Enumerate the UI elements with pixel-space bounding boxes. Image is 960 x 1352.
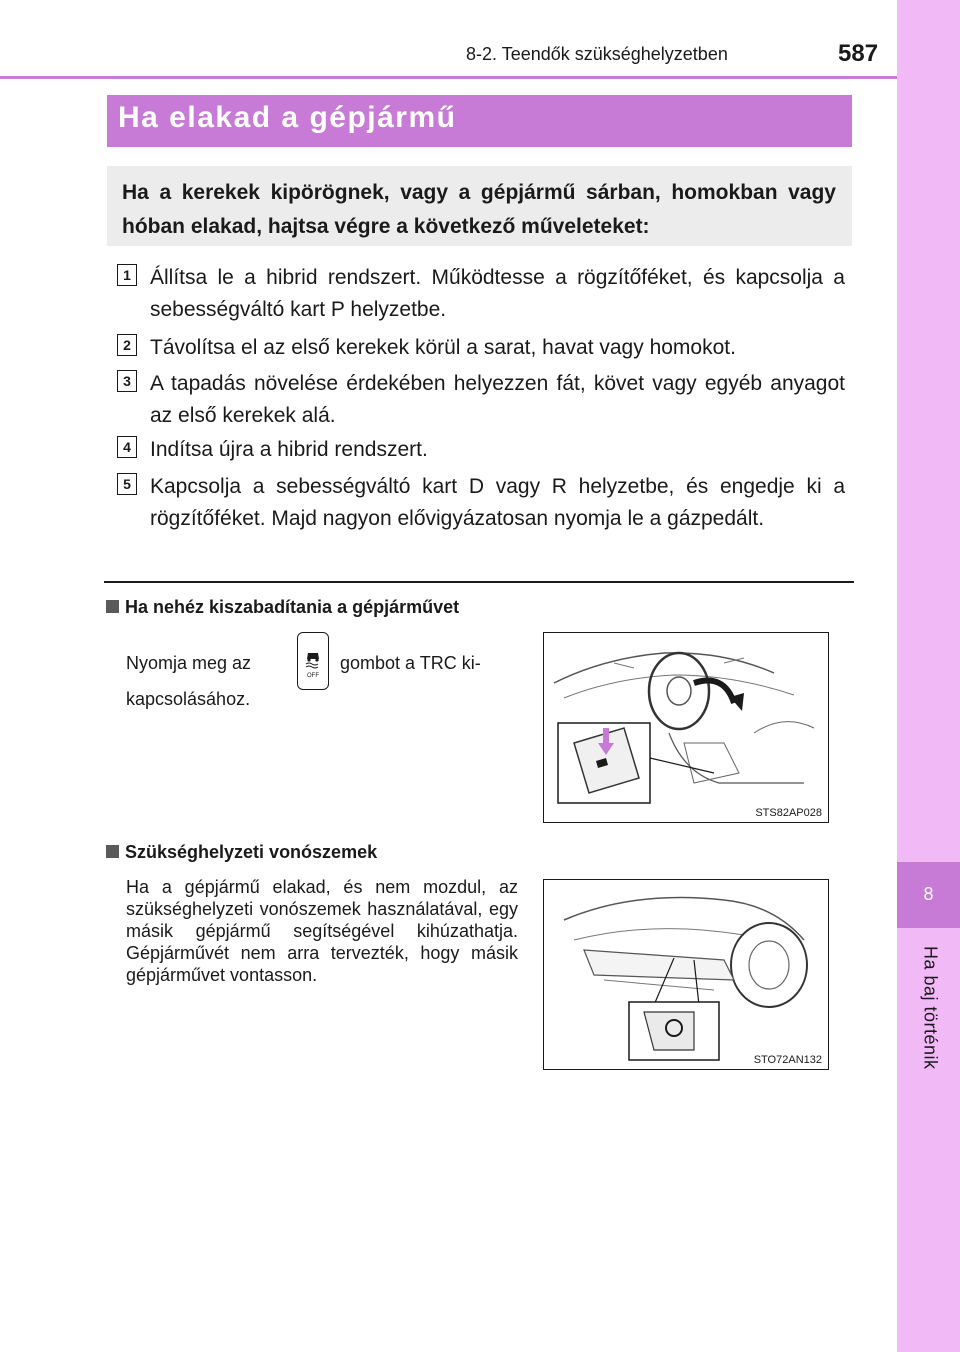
chapter-sidebar bbox=[897, 0, 960, 1352]
subsection-heading-text: Ha nehéz kiszabadítania a gépjárművet bbox=[125, 597, 460, 617]
section-divider bbox=[104, 581, 854, 583]
trc-off-button-icon bbox=[297, 632, 329, 690]
chapter-title: Ha baj történik bbox=[920, 946, 941, 1070]
trc-off-label: OFF bbox=[307, 673, 319, 679]
section-title: Ha elakad a gépjármű bbox=[118, 101, 457, 134]
subsection-heading bbox=[106, 597, 459, 618]
figure-trc-button-location bbox=[543, 632, 829, 823]
trc-instruction-text-start: Nyomja meg az bbox=[126, 653, 252, 673]
step-text: Kapcsolja a sebességváltó kart D vagy R helyzetbe, és engedje ki a rögzítőféket. Majd nagyon elővigyázatosan nyomja le a gázpedált. bbox=[150, 475, 845, 530]
intro-text: Ha a kerekek kipörögnek, vagy a gépjármű sárban, homokban vagy hóban elakad, hajtsa végre a következő műveleteket: bbox=[122, 181, 836, 238]
figure-code: STS82AP028 bbox=[755, 807, 822, 819]
square-bullet-icon bbox=[106, 600, 119, 613]
step-text: Indítsa újra a hibrid rendszert. bbox=[150, 438, 428, 461]
step-number: 5 bbox=[117, 473, 137, 495]
figure-towing-eyelet bbox=[543, 879, 829, 1070]
square-bullet-icon bbox=[106, 845, 119, 858]
subsection-heading bbox=[106, 842, 377, 863]
towing-eyelet-text: Ha a gépjármű elakad, és nem mozdul, az szükséghelyzeti vonószemek használatával, egy másik gépjármű segítségével kihúzathatja. Gépjárművét nem arra tervezték, hogy másik gépjárművet vontasson. bbox=[126, 877, 518, 985]
step-text: Távolítsa el az első kerekek körül a sarat, havat vagy homokot. bbox=[150, 336, 736, 359]
page-number: 587 bbox=[838, 40, 879, 67]
step-number: 1 bbox=[117, 264, 137, 286]
chapter-number: 8 bbox=[923, 884, 934, 904]
trc-instruction-text-line2: kapcsolásához. bbox=[126, 689, 251, 709]
header-rule bbox=[0, 76, 897, 79]
trc-instruction-text-end: gombot a TRC ki- bbox=[340, 653, 481, 673]
step-text: Állítsa le a hibrid rendszert. Működtesse a rögzítőféket, és kapcsolja a sebességváltó kart P helyzetbe. bbox=[150, 266, 845, 321]
figure-code: STO72AN132 bbox=[753, 1054, 822, 1066]
step-text: A tapadás növelése érdekében helyezzen fát, követ vagy egyéb anyagot az első kerekek alá. bbox=[150, 372, 845, 427]
step-number: 2 bbox=[117, 334, 137, 356]
step-number: 3 bbox=[117, 370, 137, 392]
page-header-section-label: 8-2. Teendők szükséghelyzetben bbox=[466, 44, 728, 64]
subsection-heading-text: Szükséghelyzeti vonószemek bbox=[125, 842, 378, 862]
step-number: 4 bbox=[117, 436, 137, 458]
